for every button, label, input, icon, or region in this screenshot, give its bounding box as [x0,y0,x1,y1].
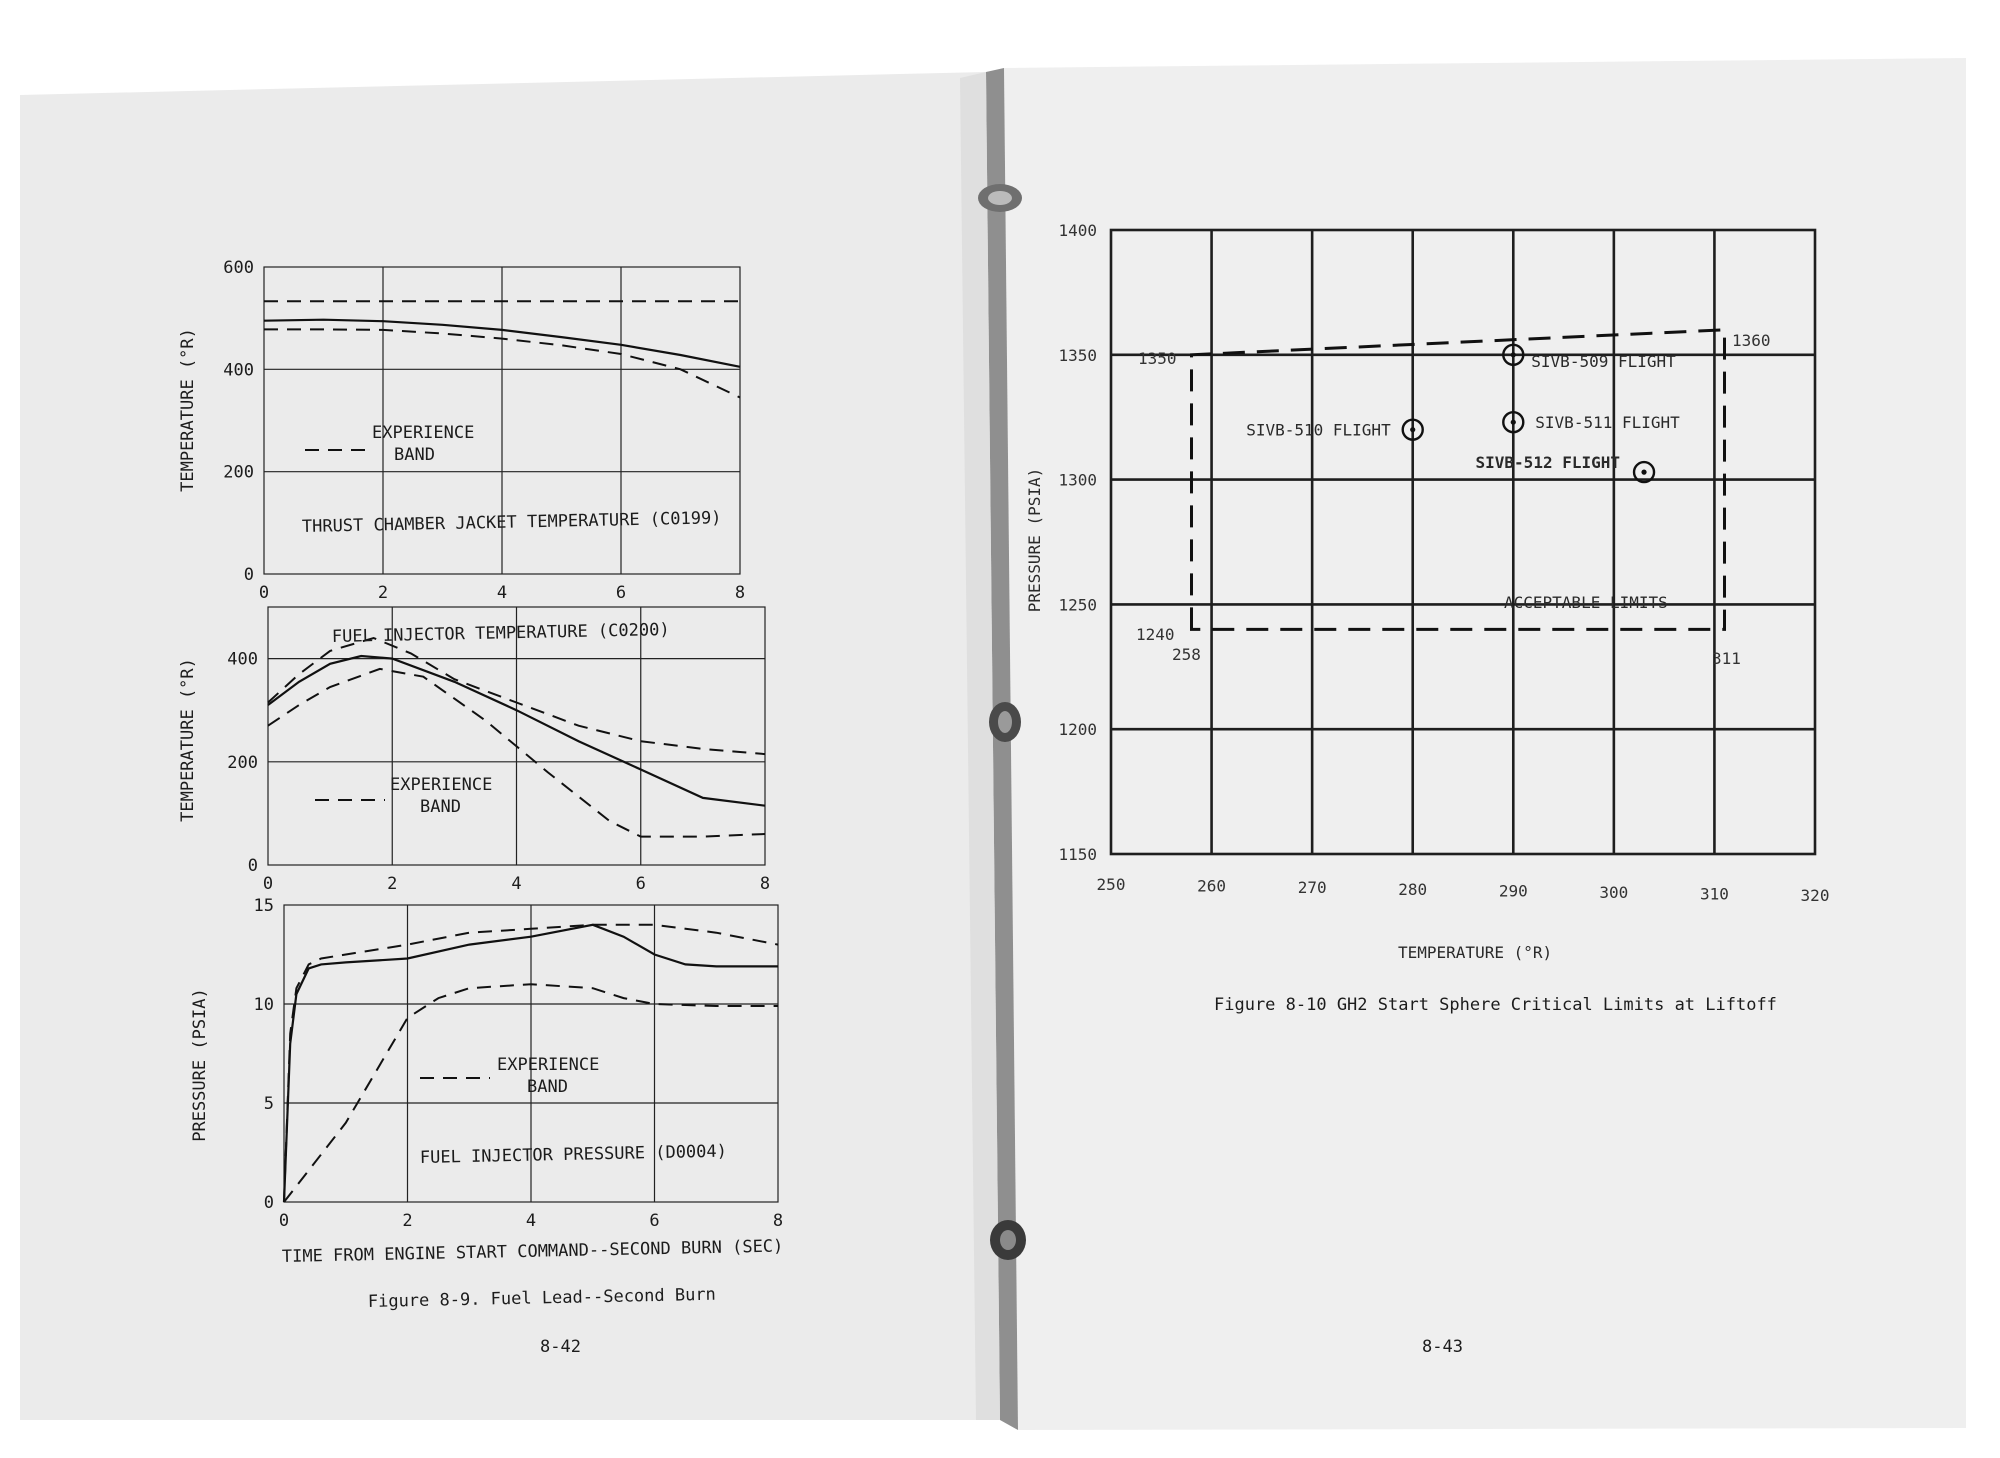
c4-flight-point-label: SIVB-510 FLIGHT [1246,420,1391,440]
c1-y-axis-label: TEMPERATURE (°R) [178,328,198,492]
c2-x-tick-label: 6 [635,874,646,894]
c3-chart-title: FUEL INJECTOR PRESSURE (D0004) [419,1141,728,1168]
c1-chart-title: THRUST CHAMBER JACKET TEMPERATURE (C0199) [301,508,722,537]
c2-x-tick-label: 2 [387,874,398,894]
c4-y-tick-label: 1400 [1058,221,1097,240]
c4-x-axis-label: TEMPERATURE (°R) [1398,943,1553,962]
c4-x-tick-label: 300 [1599,883,1629,902]
c2-y-tick-label: 400 [227,649,258,670]
c1-y-tick-label: 0 [243,565,254,585]
c4-x-tick-label: 260 [1197,876,1227,896]
c4-flight-point-dot [1641,470,1646,475]
c4-limit-label-1240: 1240 [1136,625,1175,644]
right-page-number: 8-43 [1422,1337,1463,1357]
c4-x-tick-label: 310 [1699,884,1729,904]
c4-flight-point-label: SIVB-512 FLIGHT [1475,453,1621,473]
c4-y-axis-label: PRESSURE (PSIA) [1025,467,1044,613]
c1-x-tick-label: 6 [615,583,627,603]
left-page-number: 8-42 [540,1337,581,1357]
c4-x-tick-label: 320 [1800,886,1830,906]
c3-y-tick-label: 15 [253,896,274,916]
c4-limit-label-1350: 1350 [1138,349,1177,368]
c1-x-tick-label: 2 [377,583,389,603]
c2-x-tick-label: 8 [759,874,771,894]
binder-ring-bottom [990,1220,1026,1260]
c4-flight-point-label: SIVB-509 FLIGHT [1531,351,1676,371]
c4-y-tick-label: 1300 [1058,470,1097,490]
c2-x-tick-label: 0 [262,874,274,894]
c2-y-axis-label: TEMPERATURE (°R) [178,658,198,822]
c4-limit-label-1360: 1360 [1732,331,1771,350]
c3-y-tick-label: 0 [263,1193,274,1213]
c1-experience-band-label-line2: BAND [394,445,435,465]
c4-y-tick-label: 1150 [1058,845,1097,864]
c3-x-tick-label: 4 [525,1211,537,1231]
c3-x-tick-label: 2 [402,1211,413,1231]
c2-y-tick-label: 200 [227,752,258,773]
c3-y-tick-label: 10 [253,995,274,1015]
c1-x-tick-label: 4 [496,583,508,603]
c3-x-tick-label: 0 [278,1211,290,1231]
c4-flight-point-dot [1511,352,1516,357]
c2-x-tick-label: 4 [511,874,522,894]
c3-x-tick-label: 6 [649,1211,660,1231]
c1-x-tick-label: 0 [258,583,270,603]
c4-x-tick-label: 280 [1398,879,1428,899]
c1-x-tick-label: 8 [734,583,746,603]
c3-experience-band-label-line1: EXPERIENCE [497,1055,600,1075]
c4-x-tick-label: 290 [1498,881,1528,901]
right-figure-caption: Figure 8-10 GH2 Start Sphere Critical Limits at Liftoff [1214,995,1777,1015]
left-shared-x-axis-label: TIME FROM ENGINE START COMMAND--SECOND BURN (SEC) [281,1236,784,1267]
c3-x-tick-label: 8 [772,1211,784,1231]
c2-experience-band-label-line2: BAND [420,797,461,817]
c4-flight-point-dot [1511,420,1516,425]
c1-experience-band-label-line1: EXPERIENCE [372,423,475,443]
c4-x-tick-label: 270 [1297,878,1327,898]
c4-limit-label-258: 258 [1172,645,1201,664]
c3-experience-band-label-line2: BAND [527,1077,568,1097]
c2-experience-band-label-line1: EXPERIENCE [390,775,493,795]
c4-acceptable-limits-label: ACCEPTABLE LIMITS [1504,593,1668,612]
binder-ring-middle [989,702,1021,742]
c1-y-tick-label: 200 [223,462,254,483]
right-page [1004,58,1966,1430]
c4-flight-point-dot [1410,427,1415,432]
c4-x-tick-label: 250 [1096,875,1126,894]
c3-y-tick-label: 5 [263,1094,274,1114]
c2-y-tick-label: 0 [247,856,258,876]
c4-y-tick-label: 1200 [1058,720,1097,740]
c1-y-tick-label: 600 [223,258,254,278]
left-page [20,72,1000,1420]
c2-chart-title: FUEL INJECTOR TEMPERATURE (C0200) [331,619,670,647]
c1-y-tick-label: 400 [223,360,254,381]
c4-limit-label-311: 311 [1712,649,1741,668]
c3-y-axis-label: PRESSURE (PSIA) [190,988,210,1142]
c4-y-tick-label: 1350 [1058,345,1097,365]
binder-ring-top [978,184,1022,212]
left-figure-caption: Figure 8-9. Fuel Lead--Second Burn [367,1284,717,1312]
c4-flight-point-label: SIVB-511 FLIGHT [1535,413,1680,433]
c4-y-tick-label: 1250 [1058,595,1097,615]
